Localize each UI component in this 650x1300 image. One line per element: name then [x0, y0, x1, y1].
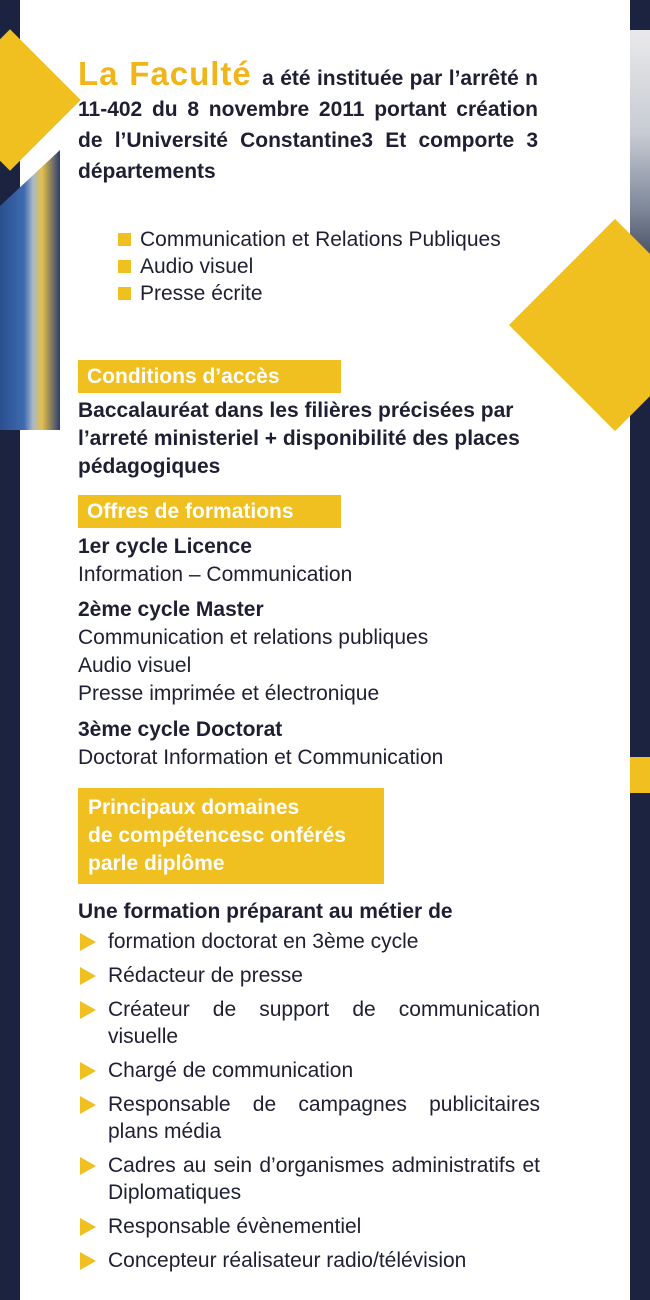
competence-domains-heading	[78, 788, 384, 884]
heading-line: parle diplôme	[88, 852, 225, 875]
list-item: Concepteur réalisateur radio/télévision	[78, 1247, 540, 1274]
heading-line: de compétencesc onférés	[88, 824, 346, 847]
faculty-title: La Faculté	[78, 55, 252, 92]
cycle-line: Information – Communication	[78, 563, 353, 586]
list-item: Communication et Relations Publiques	[118, 226, 501, 253]
list-item: Chargé de communication	[78, 1057, 540, 1084]
square-bullet-icon	[118, 287, 131, 300]
list-item: Audio visuel	[118, 253, 501, 280]
cycle-title-doctorat: 3ème cycle Doctorat	[78, 718, 283, 741]
triangle-bullet-icon	[80, 1062, 96, 1080]
triangle-bullet-icon	[80, 1218, 96, 1236]
building-photo	[0, 150, 60, 430]
training-offers-heading: Offres de formations	[78, 495, 341, 528]
list-item: Créateur de support de communication visuelle	[78, 996, 540, 1050]
intro-paragraph	[78, 55, 538, 187]
triangle-bullet-icon	[80, 1001, 96, 1019]
list-item: Rédacteur de presse	[78, 962, 540, 989]
square-bullet-icon	[118, 233, 131, 246]
list-item: Responsable évènementiel	[78, 1213, 540, 1240]
careers-list	[78, 928, 540, 1281]
departments-list	[118, 226, 501, 307]
intro-text: a été instituée par l’arrêté n 11-402 du 8 novembre 2011 portant création de l’Université Constantine3 Et comporte 3 départements	[78, 67, 538, 183]
careers-title: Une formation préparant au métier de	[78, 900, 453, 923]
cycle-line: Presse imprimée et électronique	[78, 682, 380, 705]
cycle-title-licence: 1er cycle Licence	[78, 535, 252, 558]
building-image	[0, 150, 60, 430]
decorative-bar-right	[630, 757, 650, 793]
cycle-line: Doctorat Information et Communication	[78, 746, 444, 769]
list-item: formation doctorat en 3ème cycle	[78, 928, 540, 955]
access-conditions-text: Baccalauréat dans les filières précisées par l’arreté ministeriel + disponibilité des places pédagogiques	[78, 399, 520, 478]
triangle-bullet-icon	[80, 1096, 96, 1114]
triangle-bullet-icon	[80, 967, 96, 985]
heading-line: Principaux domaines	[88, 796, 300, 819]
cycle-line: Communication et relations publiques	[78, 626, 429, 649]
triangle-bullet-icon	[80, 933, 96, 951]
access-conditions-heading: Conditions d’accès	[78, 360, 341, 393]
triangle-bullet-icon	[80, 1252, 96, 1270]
cycle-title-master: 2ème cycle Master	[78, 598, 264, 621]
triangle-bullet-icon	[80, 1157, 96, 1175]
list-item: Responsable de campagnes publicitaires plans média	[78, 1091, 540, 1145]
cycle-line: Audio visuel	[78, 654, 192, 677]
square-bullet-icon	[118, 260, 131, 273]
list-item: Cadres au sein d’organismes administratifs et Diplomatiques	[78, 1152, 540, 1206]
list-item: Presse écrite	[118, 280, 501, 307]
